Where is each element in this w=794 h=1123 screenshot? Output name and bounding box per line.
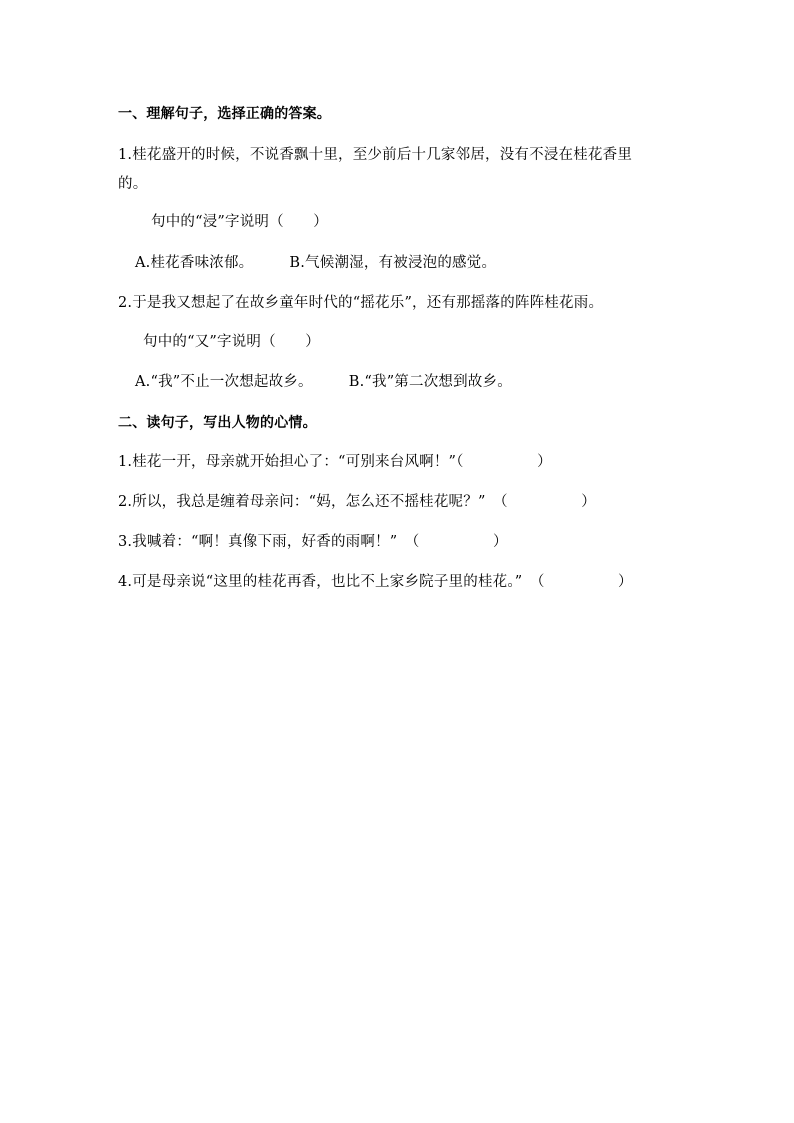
s2-item-4: 4.可是母亲说“这里的桂花再香，也比不上家乡院子里的桂花。” （ ） — [118, 574, 633, 590]
q2-option-a: A.“我”不止一次想起故乡。 — [135, 374, 313, 390]
s2-item-2: 2.所以，我总是缠着母亲问：“妈，怎么还不摇桂花呢？” （ ） — [118, 494, 596, 510]
q1-text-line1: 1.桂花盛开的时候，不说香飘十里，至少前后十几家邻居，没有不浸在桂花香里 — [118, 147, 633, 163]
section2-heading: 二、读句子，写出人物的心情。 — [118, 415, 317, 431]
q2-option-b: B.“我”第二次想到故乡。 — [348, 374, 512, 390]
section1-heading: 一、理解句子，选择正确的答案。 — [118, 106, 331, 122]
q2-text: 2.于是我又想起了在故乡童年时代的“摇花乐”，还有那摇落的阵阵桂花雨。 — [118, 295, 604, 311]
q2-options — [135, 372, 512, 392]
q1-text-line2: 的。 — [118, 176, 148, 192]
q1-option-a: A.桂花香味浓郁。 — [135, 255, 254, 271]
q1-option-b: B.气候潮湿，有被浸泡的感觉。 — [289, 255, 497, 271]
q1-prompt: 句中的“浸”字说明（ ） — [151, 214, 328, 230]
s2-item-3: 3.我喊着：“啊！真像下雨，好香的雨啊！” （ ） — [118, 534, 508, 550]
s2-item-1: 1.桂花一开，母亲就开始担心了：“可别来台风啊！”（ ） — [118, 454, 552, 470]
q2-prompt: 句中的“又”字说明（ ） — [143, 334, 320, 350]
q1-options — [135, 253, 496, 273]
